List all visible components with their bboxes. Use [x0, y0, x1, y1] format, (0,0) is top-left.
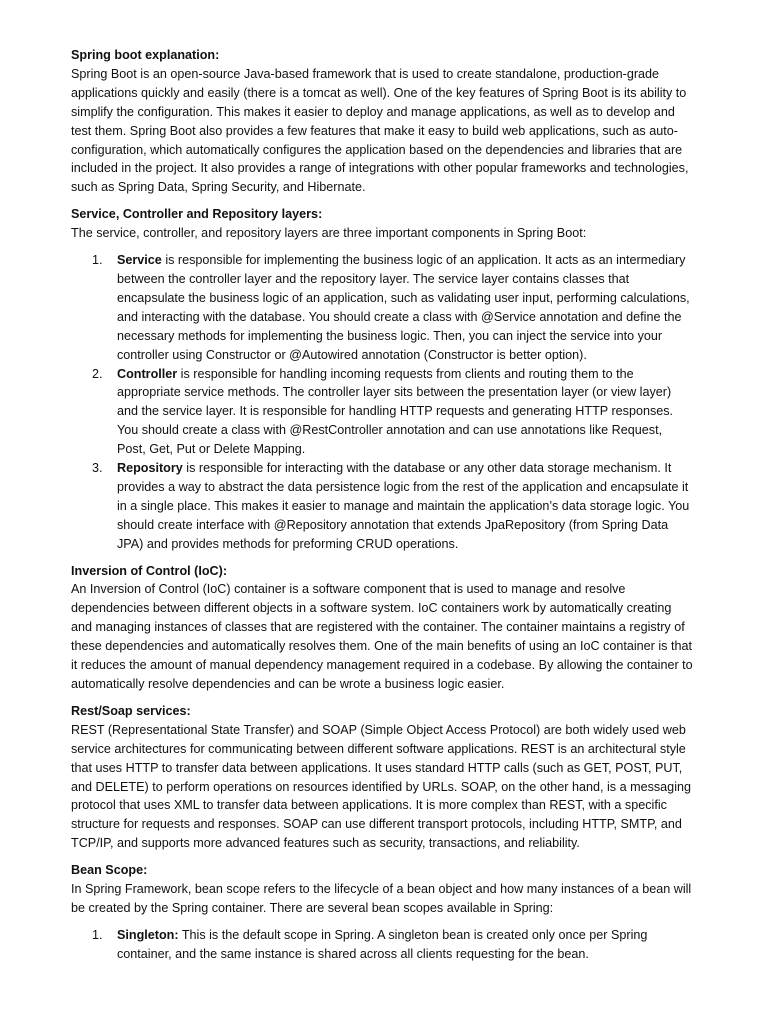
list-term: Repository	[117, 461, 183, 476]
list-text: This is the default scope in Spring. A singleton bean is created only once per Spring container, and the same instance is shared across all clients requesting for the bean.	[117, 927, 648, 961]
section-paragraph: The service, controller, and repository layers are three important components in Spring Boot:	[71, 226, 587, 241]
section-heading: Spring boot explanation:	[71, 48, 220, 62]
list-item	[71, 365, 693, 460]
list-term: Singleton:	[117, 927, 179, 942]
section-heading: Bean Scope:	[71, 863, 148, 878]
list-item	[71, 251, 693, 364]
section-heading: Service, Controller and Repository layers:	[71, 207, 323, 222]
document-page	[71, 46, 693, 972]
section-layers	[71, 205, 693, 553]
section-ioc	[71, 562, 693, 694]
list-text: is responsible for interacting with the database or any other data storage mechanism. It provides a way to abstract the data persistence logic from the rest of the application and encapsulate it in a single place. This makes it easier to manage and maintain the application’s data storage logic. You should create interface with @Repository annotation that extends JpaRepository (from Spring Data JPA) and provides methods for preforming CRUD operations.	[117, 461, 690, 551]
list-item	[71, 926, 693, 964]
list-number: 1.	[92, 927, 103, 942]
list-term: Controller	[117, 366, 178, 381]
section-paragraph: In Spring Framework, bean scope refers to the lifecycle of a bean object and how many instances of a bean will be created by the Spring container. There are several bean scopes available in Spring:	[71, 882, 692, 915]
section-rest-soap	[71, 702, 693, 853]
section-spring-boot	[71, 46, 693, 197]
layers-list	[71, 251, 693, 554]
list-number: 2.	[92, 366, 103, 381]
list-text: is responsible for handling incoming requests from clients and routing them to the appropriate service methods. The controller layer sits between the presentation layer (or view layer) and the service layer. It is responsible for handling HTTP requests and generating HTTP responses. You should create a class with @RestController annotation and can use annotations like Request, Post, Get, Put or Delete Mapping.	[117, 366, 674, 457]
list-item	[71, 459, 693, 554]
bean-scope-list	[71, 926, 693, 964]
section-bean-scope	[71, 861, 693, 964]
list-number: 1.	[92, 253, 103, 268]
list-term: Service	[117, 253, 162, 268]
section-heading: Rest/Soap services:	[71, 703, 191, 718]
list-number: 3.	[92, 461, 103, 476]
section-paragraph: Spring Boot is an open-source Java-based framework that is used to create standalone, production-grade applications quickly and easily (there is a tomcat as well). One of the key features of Spring Boot is its ability to simplify the configuration. This makes it easier to deploy and manage applications, as well as to develop and test them. Spring Boot also provides a few features that make it easy to build web applications, such as auto-configuration, which automatically configures the application based on the dependencies and libraries that are included in the project. It also provides a range of integrations with other popular frameworks and technologies, such as Spring Data, Spring Security, and Hibernate.	[71, 66, 689, 195]
list-text: is responsible for implementing the business logic of an application. It acts as an intermediary between the controller layer and the repository layer. The service layer contains classes that encapsulate the business logic of an application, such as validating user input, performing calculations, and interacting with the database. You should create a class with @Service annotation and define the necessary methods for implementing the business logic. Then, you can inject the service into your controller using Constructor or @Autowired annotation (Constructor is better option).	[117, 253, 690, 362]
section-paragraph: An Inversion of Control (IoC) container is a software component that is used to manage and resolve dependencies between different objects in a software system. IoC containers work by automatically creating and managing instances of classes that are registered with the container. The container maintains a registry of these dependencies and automatically resolves them. One of the main benefits of using an IoC container is that it reduces the amount of manual dependency management required in a codebase. By allowing the container to automatically resolve dependencies and can be wrote a business logic easier.	[71, 582, 693, 691]
section-paragraph: REST (Representational State Transfer) and SOAP (Simple Object Access Protocol) are both widely used web service architectures for communicating between different software applications. REST is an architectural style that uses HTTP to transfer data between applications. It uses standard HTTP calls (such as GET, POST, PUT, and DELETE) to perform operations on resources identified by URLs. SOAP, on the other hand, is a messaging protocol that uses XML to transfer data between applications. It is more complex than REST, with a specific structure for requests and responses. SOAP can use different transport protocols, including HTTP, SMTP, and TCP/IP, and supports more advanced features such as security, transactions, and reliability.	[71, 722, 691, 851]
section-heading: Inversion of Control (IoC):	[71, 563, 228, 578]
